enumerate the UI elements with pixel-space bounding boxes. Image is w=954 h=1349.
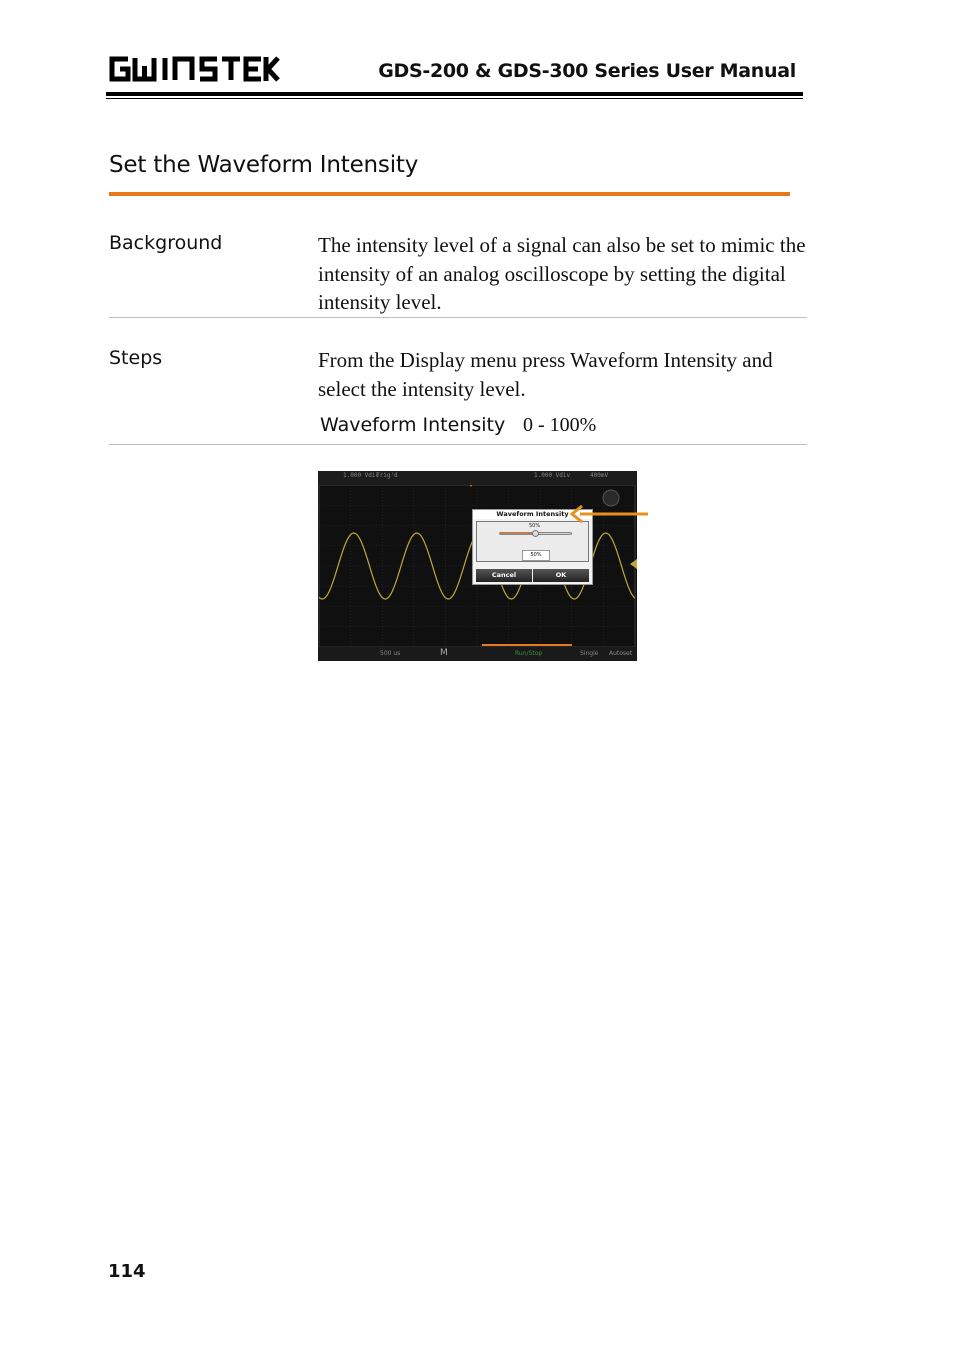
scope-bottom-bar	[318, 647, 637, 661]
background-label: Background	[109, 232, 223, 254]
intensity-value-field[interactable]: 50%	[522, 550, 550, 561]
page-number: 114	[108, 1261, 146, 1282]
background-text: The intensity level of a signal can also be set to mimic the intensity of an analog oscilloscope by setting the digital intensity level.	[318, 233, 806, 314]
dialog-title: Waveform Intensity	[473, 510, 592, 519]
trigger-level-text: 400mV	[590, 472, 609, 479]
cancel-button[interactable]: Cancel	[476, 569, 532, 582]
timebase-text: 500 us	[380, 650, 401, 657]
row-divider	[109, 317, 807, 318]
trigger-status-text: Trig'd	[376, 472, 398, 479]
ok-button[interactable]: OK	[533, 569, 589, 582]
autoset-button[interactable]: Autoset	[609, 650, 633, 657]
scroll-indicator	[482, 644, 572, 646]
scope-top-bar	[318, 471, 637, 485]
slider-fill	[500, 533, 536, 534]
ch-scale-text: 1.000 Vdiv	[343, 472, 380, 479]
single-button[interactable]: Single	[580, 650, 599, 657]
run-stop-button[interactable]: Run/Stop	[515, 650, 543, 657]
parameter-range: 0 - 100%	[523, 414, 597, 436]
steps-text: From the Display menu press Waveform Intensity and select the intensity level.	[318, 348, 773, 401]
steps-label: Steps	[109, 347, 163, 369]
trigger-level-marker	[630, 559, 637, 569]
slider-value-label: 50%	[529, 523, 541, 529]
row-divider	[109, 444, 807, 445]
gw-instek-logo	[108, 54, 280, 84]
section-rule	[109, 192, 790, 196]
manual-title: GDS-200 & GDS-300 Series User Manual	[378, 60, 796, 82]
intensity-slider[interactable]	[499, 532, 572, 535]
oscilloscope-screenshot	[318, 471, 637, 661]
parameter-name: Waveform Intensity	[320, 414, 506, 436]
ch2-scale-text: 1.000 Vdiv	[534, 472, 571, 479]
pointer-arrow-icon	[568, 503, 650, 525]
dialog-body	[476, 521, 589, 562]
section-title: Set the Waveform Intensity	[109, 152, 419, 178]
header-rule-thick	[106, 92, 803, 96]
header-rule-thin	[106, 98, 803, 99]
slider-handle[interactable]	[532, 530, 539, 537]
mode-text: M	[440, 648, 448, 658]
